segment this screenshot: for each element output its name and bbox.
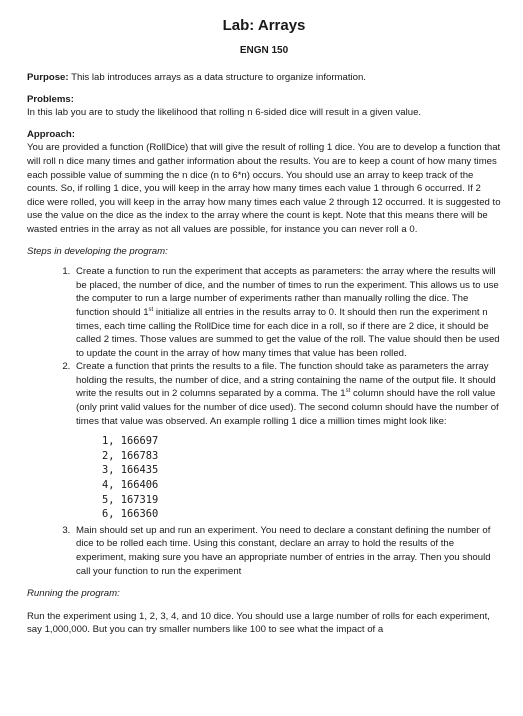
list-item	[73, 524, 501, 578]
code-line: 5, 167319	[102, 493, 159, 506]
code-line: 4, 166406	[102, 479, 159, 492]
course-code: ENGN 150	[239, 45, 289, 56]
step-1-superscript: st	[148, 306, 154, 313]
code-line: 1, 166697	[102, 435, 159, 448]
running-heading: Running the program:	[27, 588, 120, 600]
purpose-label: Purpose:	[27, 72, 69, 83]
problems-text: In this lab you are to study the likelihood that rolling n 6-sided dice will result in a given value.	[27, 107, 422, 119]
code-line: 6, 166360	[102, 508, 159, 521]
code-line: 2, 166783	[102, 449, 159, 462]
page-title: Lab: Arrays	[222, 17, 306, 34]
list-item	[73, 360, 501, 522]
code-line: 3, 166435	[102, 464, 159, 477]
purpose-text: This lab introduces arrays as a data structure to organize information.	[68, 72, 366, 83]
step-1-text-b: initialize all entries in the results array to 0. It should then run the experiment n times, each time calling the RollDice time for each dice in a roll, so if there are 2 dice, it should be called 2 times. Those values are summed to get the value of the roll. The value should then be used to update the count in the array of how many times that value has been rolled.	[76, 306, 500, 359]
problems-heading: Problems:	[27, 93, 74, 105]
list-item	[73, 265, 501, 360]
step-2-text-a: Create a function that prints the results to a file. The function should take as parameters the array holding the results, the number of dice, and a string containing the name of the output file. It should write the results out in 2 columns separated by a comma. The 1	[76, 361, 496, 400]
steps-list	[27, 265, 501, 578]
step-2-text-b: column should have the roll value (only print valid values for the number of dice used). The second column should have the number of times that value was observed. An example rolling 1 dice a million times might look like:	[76, 388, 499, 427]
running-text: Run the experiment using 1, 2, 3, 4, and 10 dice. You should use a large number of rolls for each experiment, say 1,000,000. But you can try smaller numbers like 100 to see what the impact of a	[27, 610, 490, 636]
step-1-text-a: Create a function to run the experiment that accepts as parameters: the array where the results will be placed, the number of dice, and the number of times to run the experiment. This allows us to use the computer to run a large number of experiments rather than manually rolling the dice. The function should 1	[76, 266, 499, 318]
document-page	[0, 16, 523, 716]
steps-heading: Steps in developing the program:	[27, 245, 168, 257]
purpose-paragraph	[27, 71, 501, 85]
step-3-text: Main should set up and run an experiment. You need to declare a constant defining the number of dice to be rolled each time. Using this constant, declare an array to hold the results of the experiment, making sure you have an appropriate number of entries in the array. Then you should call your function to run the experiment	[76, 524, 491, 577]
step-2-superscript: st	[345, 388, 351, 395]
example-output	[102, 434, 501, 522]
approach-text: You are provided a function (RollDice) that will give the result of rolling 1 dice. You are to develop a function that will roll n dice many times and gather information about the results. You are to keep a count of how many times each possible value of summing the n dice (n to 6*n) occurs. You should use an array to keep track of the counts. So, if rolling 1 dice, you will keep in the array how many times each value 1 through 6 occurred. If 2 dice were rolled, you will keep in the array how many times each value 2 through 12 occurred. It is suggested to use the value on the dice as the index to the array where the count is kept. Note that this means there will be wasted entries in the array as not all values are possible, for instance you can never roll a 0.	[27, 142, 501, 235]
approach-heading: Approach:	[27, 128, 75, 140]
